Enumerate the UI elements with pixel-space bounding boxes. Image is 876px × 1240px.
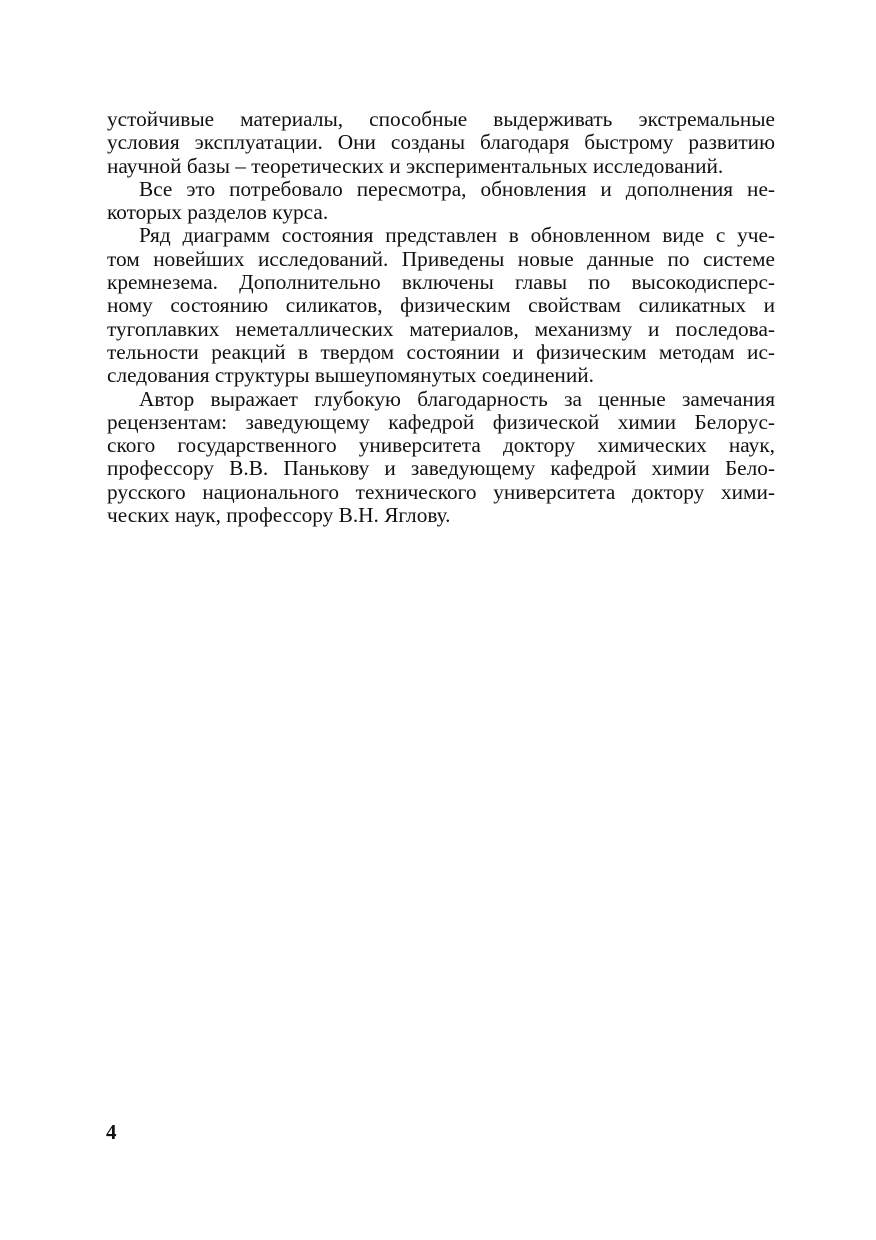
paragraph xyxy=(107,224,775,387)
text-line: научной базы – теоретических и экспериментальных исследований. xyxy=(107,153,724,178)
text-line: тугоплавких неметаллических материалов, механизму и последова- xyxy=(107,316,775,341)
text-line: том новейших исследований. Приведены новые данные по системе xyxy=(107,246,775,271)
paragraph xyxy=(107,388,775,528)
text-line: рецензентам: заведующему кафедрой физической химии Белорус- xyxy=(107,409,775,434)
text-line: ному состоянию силикатов, физическим свойствам силикатных и xyxy=(107,293,775,318)
text-line: Автор выражает глубокую благодарность за ценные замечания xyxy=(139,386,775,411)
text-line: ческих наук, профессору В.Н. Яглову. xyxy=(107,503,451,528)
text-line: ского государственного университета доктору химических наук, xyxy=(107,433,775,458)
text-line: русского национального технического университета доктору хими- xyxy=(107,479,775,504)
body-text xyxy=(107,108,775,527)
text-line: Все это потребовало пересмотра, обновления и дополнения не- xyxy=(139,176,775,201)
text-line: профессору В.В. Панькову и заведующему кафедрой химии Бело- xyxy=(107,456,775,481)
paragraph xyxy=(107,108,775,178)
paragraph xyxy=(107,178,775,225)
text-line: которых разделов курса. xyxy=(107,200,329,225)
text-line: следования структуры вышеупомянутых соединений. xyxy=(107,363,594,388)
text-line: условия эксплуатации. Они созданы благодаря быстрому развитию xyxy=(107,130,775,155)
text-line: тельности реакций в твердом состоянии и физическим методам ис- xyxy=(107,339,775,364)
text-line: кремнезема. Дополнительно включены главы по высокодисперс- xyxy=(107,270,775,295)
text-line: Ряд диаграмм состояния представлен в обновленном виде с уче- xyxy=(139,223,775,248)
page-number: 4 xyxy=(106,1120,117,1144)
text-line: устойчивые материалы, способные выдерживать экстремальные xyxy=(107,107,775,131)
